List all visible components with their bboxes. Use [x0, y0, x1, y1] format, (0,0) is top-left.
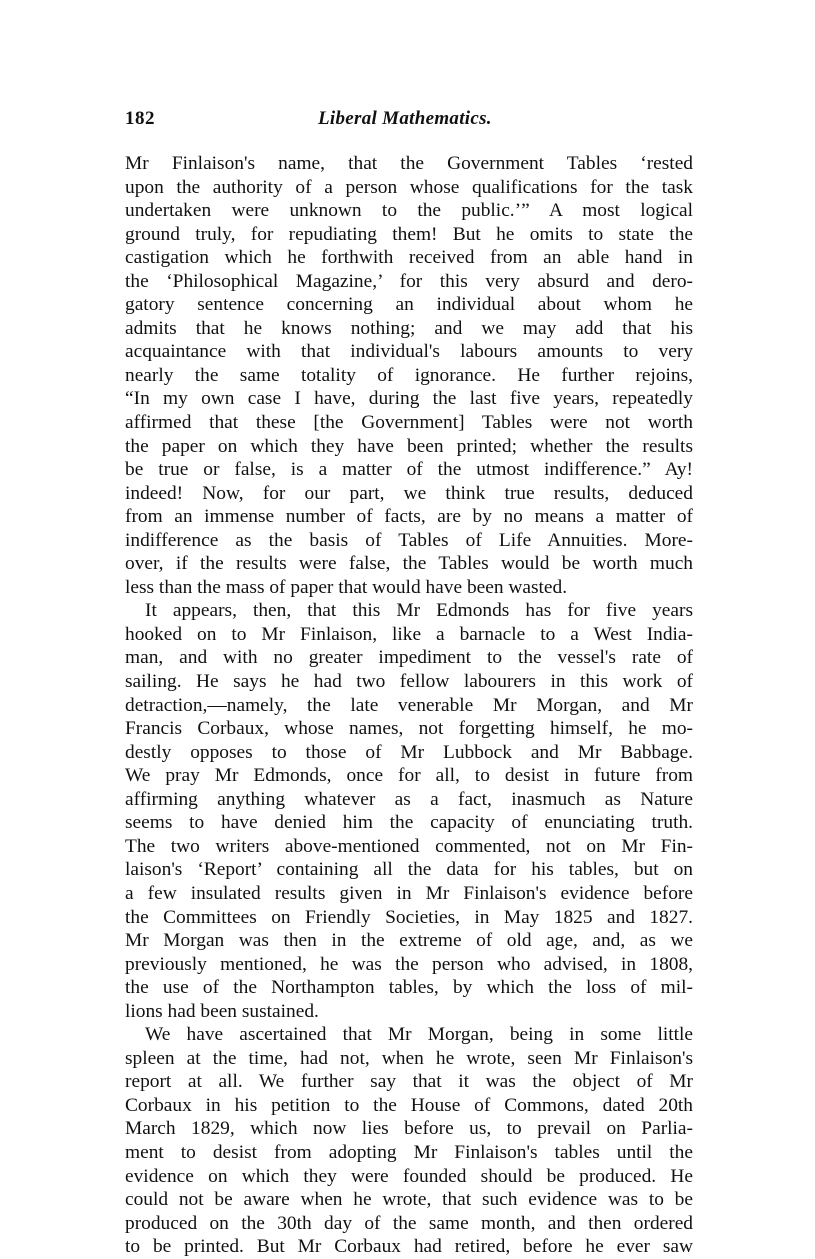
text-line: report at all. We further say that it was the object of Mr	[125, 1071, 693, 1093]
text-line: Mr Morgan was then in the extreme of old age, and, as we	[125, 930, 693, 952]
text-line: the Committees on Friendly Societies, in May 1825 and 1827.	[125, 906, 693, 928]
running-title: Liberal Mathematics.	[318, 108, 492, 129]
text-line: upon the authority of a person whose qualifications for the task	[125, 176, 693, 198]
text-line: over, if the results were false, the Tables would be worth much	[125, 553, 693, 575]
text-line: The two writers above-mentioned commented, not on Mr Fin-	[125, 835, 693, 857]
text-line: It appears, then, that this Mr Edmonds has for five years	[145, 600, 693, 622]
text-line: produced on the 30th day of the same month, and then ordered	[125, 1212, 693, 1234]
text-line: man, and with no greater impediment to the vessel's rate of	[125, 647, 693, 669]
text-line: We have ascertained that Mr Morgan, being in some little	[145, 1024, 693, 1046]
text-line: the paper on which they have been printed; whether the results	[125, 435, 693, 457]
text-line: detraction,—namely, the late venerable Mr Morgan, and Mr	[125, 694, 693, 716]
text-line: could not be aware when he wrote, that such evidence was to be	[125, 1189, 693, 1211]
text-line: Corbaux in his petition to the House of Commons, dated 20th	[125, 1094, 693, 1116]
text-line: less than the mass of paper that would have been wasted.	[125, 576, 568, 598]
text-line: the ‘Philosophical Magazine,’ for this very absurd and dero-	[125, 270, 693, 292]
text-line: Mr Finlaison's name, that the Government Tables ‘rested	[125, 153, 693, 174]
text-line: We pray Mr Edmonds, once for all, to desist in future from	[125, 765, 693, 787]
text-line: undertaken were unknown to the public.’” A most logical	[125, 200, 693, 222]
text-line: indeed! Now, for our part, we think true results, deduced	[125, 482, 693, 504]
text-line: nearly the same totality of ignorance. He further rejoins,	[125, 364, 693, 386]
text-line: spleen at the time, had not, when he wrote, seen Mr Finlaison's	[125, 1047, 693, 1069]
page-number: 182	[125, 108, 155, 129]
text-line: affirmed that these [the Government] Tables were not worth	[125, 412, 693, 434]
text-line: from an immense number of facts, are by no means a matter of	[125, 506, 693, 528]
body-text	[125, 152, 693, 1259]
text-line: evidence on which they were founded should be produced. He	[125, 1165, 693, 1187]
text-line: the use of the Northampton tables, by which the loss of mil-	[125, 977, 693, 999]
text-line: be true or false, is a matter of the utmost indifference.” Ay!	[125, 459, 693, 481]
running-head	[125, 108, 693, 136]
text-line: castigation which he forthwith received from an able hand in	[125, 247, 693, 269]
text-line: to be printed. But Mr Corbaux had retired, before he ever saw	[125, 1236, 693, 1258]
text-line: March 1829, which now lies before us, to prevail on Parlia-	[125, 1118, 693, 1140]
text-line: lions had been sustained.	[125, 1000, 319, 1022]
text-line: ground truly, for repudiating them! But he omits to state the	[125, 223, 693, 245]
text-line: sailing. He says he had two fellow labourers in this work of	[125, 671, 693, 693]
text-line: indifference as the basis of Tables of Life Annuities. More-	[125, 529, 693, 551]
text-line: hooked on to Mr Finlaison, like a barnacle to a West India-	[125, 623, 693, 645]
text-line: acquaintance with that individual's labours amounts to very	[125, 341, 693, 363]
text-line: admits that he knows nothing; and we may add that his	[125, 317, 693, 339]
text-line: a few insulated results given in Mr Finlaison's evidence before	[125, 882, 693, 904]
text-line: previously mentioned, he was the person who advised, in 1808,	[125, 953, 693, 975]
text-line: ment to desist from adopting Mr Finlaison's tables until the	[125, 1141, 693, 1163]
text-line: affirming anything whatever as a fact, inasmuch as Nature	[125, 788, 693, 810]
text-line: Francis Corbaux, whose names, not forgetting himself, he mo-	[125, 718, 693, 740]
text-line: gatory sentence concerning an individual about whom he	[125, 294, 693, 316]
text-line: laison's ‘Report’ containing all the data for his tables, but on	[125, 859, 693, 881]
text-line: seems to have denied him the capacity of enunciating truth.	[125, 812, 693, 834]
text-line: destly opposes to those of Mr Lubbock and Mr Babbage.	[125, 741, 693, 763]
text-line: “In my own case I have, during the last five years, repeatedly	[125, 388, 693, 410]
book-page	[125, 108, 693, 1259]
